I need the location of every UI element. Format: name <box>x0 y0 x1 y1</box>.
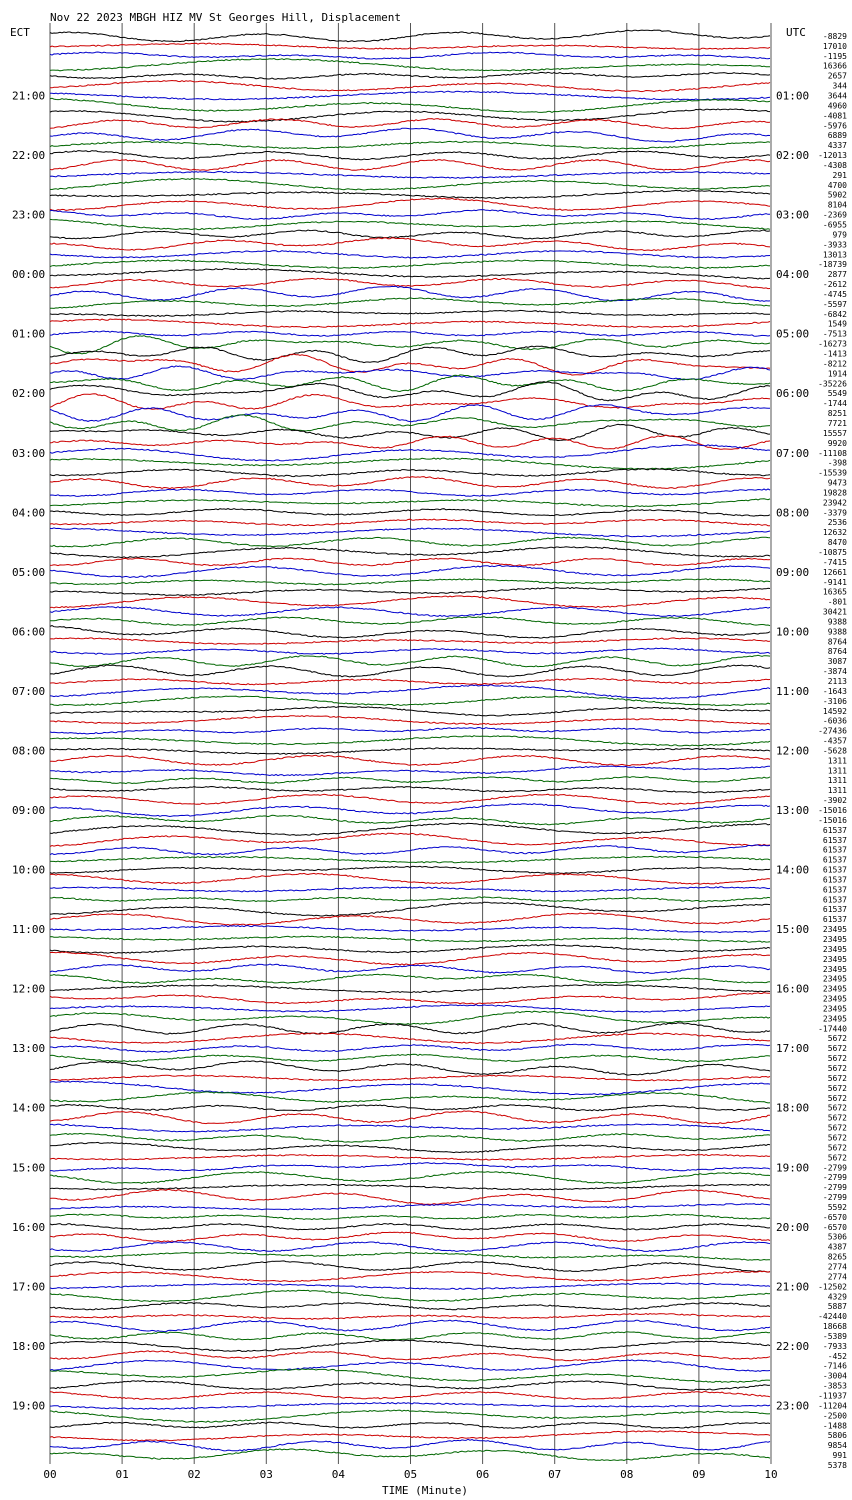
trace-scale-value: -8829 <box>822 31 847 41</box>
trace-scale-value: -6842 <box>822 309 847 319</box>
left-hour-label: 22:00 <box>12 149 46 163</box>
trace-scale-value: 8470 <box>827 538 847 548</box>
trace-scale-value: -6955 <box>822 220 847 230</box>
trace-scale-value: 344 <box>832 81 847 91</box>
trace-scale-value: -2612 <box>822 280 847 290</box>
trace-scale-value: 61537 <box>822 825 847 835</box>
left-hour-label: 05:00 <box>12 565 46 579</box>
trace-scale-value: 2774 <box>827 1262 847 1272</box>
left-hour-label: 13:00 <box>12 1042 46 1056</box>
left-hour-label: 12:00 <box>12 982 46 996</box>
trace-scale-value: 23495 <box>822 964 847 974</box>
trace-scale-value: 4700 <box>827 180 847 190</box>
left-hour-label: 06:00 <box>12 625 46 639</box>
trace-scale-value: 4329 <box>827 1292 847 1302</box>
trace-scale-value: 61537 <box>822 905 847 915</box>
trace-scale-value: 16365 <box>822 587 847 597</box>
trace-scale-value: -7513 <box>822 329 847 339</box>
trace-scale-value: 23495 <box>822 974 847 984</box>
x-tick-label-03: 03 <box>259 1468 273 1481</box>
trace-scale-value: 2877 <box>827 270 847 280</box>
left-hour-label: 09:00 <box>12 804 46 818</box>
right-hour-label: 04:00 <box>776 268 810 282</box>
trace-scale-value: 2657 <box>827 71 847 81</box>
trace-scale-value: -15016 <box>818 815 847 825</box>
trace-scale-value: 23495 <box>822 1004 847 1014</box>
trace-scale-value: 9388 <box>827 627 847 637</box>
trace-scale-value: -2799 <box>822 1163 847 1173</box>
trace-scale-value: -398 <box>827 458 847 468</box>
trace-scale-value: 5672 <box>827 1153 847 1163</box>
right-hour-label: 02:00 <box>776 149 810 163</box>
trace-scale-value: -3933 <box>822 240 847 250</box>
trace-scale-value: -18739 <box>818 260 847 270</box>
right-hour-label: 19:00 <box>776 1161 810 1175</box>
trace-scale-value: -4745 <box>822 289 847 299</box>
trace-scale-value: 2536 <box>827 518 847 528</box>
trace-scale-value: -1643 <box>822 686 847 696</box>
trace-scale-value: 12661 <box>822 567 847 577</box>
trace-scale-value: -1413 <box>822 349 847 359</box>
x-tick-label-10: 10 <box>764 1468 778 1481</box>
right-hour-label: 21:00 <box>776 1280 810 1294</box>
trace-scale-value: -2799 <box>822 1173 847 1183</box>
trace-scale-value: 9854 <box>827 1441 847 1451</box>
trace-scale-value: -5389 <box>822 1331 847 1341</box>
right-hour-label: 10:00 <box>776 625 810 639</box>
trace-scale-value: 5378 <box>827 1460 847 1470</box>
x-tick-label-02: 02 <box>187 1468 201 1481</box>
trace-scale-value: 5672 <box>827 1073 847 1083</box>
trace-scale-value: 23495 <box>822 984 847 994</box>
trace-scale-value: -15016 <box>818 806 847 816</box>
left-hour-label: 10:00 <box>12 863 46 877</box>
x-tick-label-06: 06 <box>475 1468 490 1481</box>
left-hour-label: 11:00 <box>12 923 46 937</box>
right-hour-label: 18:00 <box>776 1101 810 1115</box>
trace-scale-value: 61537 <box>822 915 847 925</box>
trace-scale-value: 61537 <box>822 835 847 845</box>
right-hour-label: 06:00 <box>776 387 810 401</box>
trace-scale-value: 2113 <box>827 676 847 686</box>
right-hour-label: 15:00 <box>776 923 810 937</box>
left-hour-label: 18:00 <box>12 1339 46 1353</box>
right-hour-label: 09:00 <box>776 565 810 579</box>
left-hour-label: 08:00 <box>12 744 46 758</box>
trace-scale-value: -12502 <box>818 1282 847 1292</box>
trace-scale-value: 9388 <box>827 617 847 627</box>
trace-scale-value: 9920 <box>827 438 847 448</box>
trace-scale-value: -8212 <box>822 359 847 369</box>
trace-scale-value: -3874 <box>822 667 847 677</box>
left-hour-label: 17:00 <box>12 1280 46 1294</box>
trace-scale-value: -3379 <box>822 508 847 518</box>
trace-scale-value: 291 <box>832 170 847 180</box>
trace-scale-value: 5672 <box>827 1103 847 1113</box>
trace-scale-value: 5672 <box>827 1143 847 1153</box>
trace-scale-value: -35226 <box>818 379 847 389</box>
trace-scale-value: 30421 <box>822 607 847 617</box>
trace-scale-value: 61537 <box>822 895 847 905</box>
trace-scale-value: -7933 <box>822 1341 847 1351</box>
trace-scale-value: 5672 <box>827 1064 847 1074</box>
trace-scale-value: 5806 <box>827 1431 847 1441</box>
trace-scale-value: 23495 <box>822 925 847 935</box>
left-hour-label: 16:00 <box>12 1220 46 1234</box>
trace-scale-value: -16273 <box>818 339 847 349</box>
trace-scale-value: -42440 <box>818 1312 847 1322</box>
trace-scale-value: 5672 <box>827 1034 847 1044</box>
trace-scale-value: -17440 <box>818 1024 847 1034</box>
trace-scale-value: 5672 <box>827 1054 847 1064</box>
trace-scale-value: 3087 <box>827 657 847 667</box>
left-hour-label: 14:00 <box>12 1101 46 1115</box>
trace-scale-value: -3902 <box>822 796 847 806</box>
trace-scale-value: 18668 <box>822 1322 847 1332</box>
trace-scale-value: 5902 <box>827 190 847 200</box>
trace-scale-value: 4337 <box>827 141 847 151</box>
trace-scale-value: -6570 <box>822 1212 847 1222</box>
right-hour-label: 03:00 <box>776 208 810 222</box>
trace-scale-value: 1311 <box>827 766 847 776</box>
trace-scale-value: 61537 <box>822 845 847 855</box>
trace-scale-value: 23495 <box>822 1014 847 1024</box>
right-hour-label: 17:00 <box>776 1042 810 1056</box>
left-hour-label: 02:00 <box>12 387 46 401</box>
chart-title: Nov 22 2023 MBGH HIZ MV St Georges Hill, Displacement <box>50 11 401 24</box>
trace-scale-value: 5887 <box>827 1302 847 1312</box>
trace-scale-value: 23495 <box>822 935 847 945</box>
right-hour-label: 16:00 <box>776 982 810 996</box>
trace-scale-value: -5628 <box>822 746 847 756</box>
left-hour-label: 15:00 <box>12 1161 46 1175</box>
trace-scale-value: -12013 <box>818 151 847 161</box>
x-tick-label-00: 00 <box>43 1468 57 1481</box>
trace-scale-value: 5306 <box>827 1232 847 1242</box>
trace-scale-value: 9473 <box>827 478 847 488</box>
trace-scale-value: 8104 <box>827 200 847 210</box>
right-hour-label: 01:00 <box>776 89 810 103</box>
x-tick-label-01: 01 <box>115 1468 129 1481</box>
trace-scale-value: 1914 <box>827 369 847 379</box>
trace-scale-value: 61537 <box>822 885 847 895</box>
trace-scale-value: 2774 <box>827 1272 847 1282</box>
trace-scale-value: 991 <box>832 1451 847 1461</box>
left-hour-label: 21:00 <box>12 89 46 103</box>
trace-scale-value: -10875 <box>818 547 847 557</box>
trace-scale-value: 5672 <box>827 1093 847 1103</box>
x-tick-label-04: 04 <box>331 1468 346 1481</box>
trace-scale-value: -4357 <box>822 736 847 746</box>
trace-scale-value: -5976 <box>822 121 847 131</box>
left-axis-label: ECT <box>10 26 30 39</box>
trace-scale-value: 4960 <box>827 101 847 111</box>
trace-scale-value: -3004 <box>822 1371 847 1381</box>
trace-scale-value: -2500 <box>822 1411 847 1421</box>
trace-scale-value: 16366 <box>822 61 847 71</box>
trace-scale-value: -11937 <box>818 1391 847 1401</box>
trace-scale-value: 13013 <box>822 250 847 260</box>
left-hour-label: 23:00 <box>12 208 46 222</box>
trace-scale-value: 6889 <box>827 131 847 141</box>
x-tick-label-09: 09 <box>692 1468 706 1481</box>
right-hour-label: 11:00 <box>776 684 810 698</box>
trace-scale-value: 8251 <box>827 409 847 419</box>
trace-scale-value: 5672 <box>827 1133 847 1143</box>
trace-scale-value: 7721 <box>827 418 847 428</box>
trace-scale-value: 979 <box>832 230 847 240</box>
trace-scale-value: -6570 <box>822 1222 847 1232</box>
right-hour-label: 12:00 <box>776 744 810 758</box>
trace-scale-value: 4387 <box>827 1242 847 1252</box>
trace-scale-value: -6036 <box>822 716 847 726</box>
left-hour-label: 19:00 <box>12 1399 46 1413</box>
trace-scale-value: 1311 <box>827 776 847 786</box>
trace-scale-value: -4081 <box>822 111 847 121</box>
trace-scale-value: -9141 <box>822 577 847 587</box>
trace-scale-value: 5672 <box>827 1123 847 1133</box>
right-hour-label: 13:00 <box>776 804 810 818</box>
trace-scale-value: -1488 <box>822 1421 847 1431</box>
trace-scale-value: -3106 <box>822 696 847 706</box>
trace-scale-value: 5592 <box>827 1202 847 1212</box>
trace-scale-value: 23495 <box>822 944 847 954</box>
trace-scale-value: -801 <box>827 597 847 607</box>
trace-scale-value: 12632 <box>822 528 847 538</box>
trace-scale-value: 17010 <box>822 41 847 51</box>
trace-scale-value: -3853 <box>822 1381 847 1391</box>
trace-scale-value: 1549 <box>827 319 847 329</box>
trace-scale-value: -1744 <box>822 399 847 409</box>
trace-scale-value: -2369 <box>822 210 847 220</box>
right-hour-label: 22:00 <box>776 1339 810 1353</box>
right-hour-label: 08:00 <box>776 506 810 520</box>
trace-scale-value: 15557 <box>822 428 847 438</box>
trace-scale-value: 14592 <box>822 706 847 716</box>
trace-scale-value: 23495 <box>822 994 847 1004</box>
trace-scale-value: 23495 <box>822 954 847 964</box>
trace-scale-value: 5672 <box>827 1113 847 1123</box>
trace-scale-value: -5597 <box>822 299 847 309</box>
trace-scale-value: -2799 <box>822 1193 847 1203</box>
right-hour-label: 14:00 <box>776 863 810 877</box>
trace-scale-value: -452 <box>827 1351 847 1361</box>
trace-scale-value: 8764 <box>827 637 847 647</box>
left-hour-label: 00:00 <box>12 268 46 282</box>
trace-scale-value: -7146 <box>822 1361 847 1371</box>
trace-scale-value: 1311 <box>827 786 847 796</box>
trace-scale-value: 19828 <box>822 488 847 498</box>
trace-scale-value: -1195 <box>822 51 847 61</box>
x-tick-label-08: 08 <box>620 1468 634 1481</box>
trace-scale-value: -11204 <box>818 1401 847 1411</box>
trace-scale-value: 3644 <box>827 91 847 101</box>
trace-scale-value: 61537 <box>822 855 847 865</box>
x-tick-label-07: 07 <box>548 1468 562 1481</box>
trace-scale-value: 5672 <box>827 1044 847 1054</box>
trace-scale-value: 8265 <box>827 1252 847 1262</box>
trace-scale-value: -27436 <box>818 726 847 736</box>
right-axis-label: UTC <box>786 26 806 39</box>
trace-scale-value: 1311 <box>827 756 847 766</box>
right-hour-label: 20:00 <box>776 1220 810 1234</box>
right-hour-label: 23:00 <box>776 1399 810 1413</box>
trace-scale-value: -11108 <box>818 448 847 458</box>
right-hour-label: 07:00 <box>776 446 810 460</box>
trace-scale-value: -7415 <box>822 557 847 567</box>
left-hour-label: 04:00 <box>12 506 46 520</box>
trace-scale-value: 5549 <box>827 389 847 399</box>
trace-scale-value: 8764 <box>827 647 847 657</box>
trace-scale-value: 5672 <box>827 1083 847 1093</box>
trace-scale-value: 61537 <box>822 875 847 885</box>
x-axis-label: TIME (Minute) <box>381 1484 469 1497</box>
left-hour-label: 07:00 <box>12 684 46 698</box>
x-tick-label-05: 05 <box>403 1468 418 1481</box>
right-hour-label: 05:00 <box>776 327 810 341</box>
left-hour-label: 01:00 <box>12 327 46 341</box>
left-hour-label: 03:00 <box>12 446 46 460</box>
trace-scale-value: 61537 <box>822 865 847 875</box>
trace-scale-value: -4308 <box>822 160 847 170</box>
trace-scale-value: 23942 <box>822 498 847 508</box>
trace-scale-value: -2799 <box>822 1183 847 1193</box>
trace-scale-value: -15539 <box>818 468 847 478</box>
